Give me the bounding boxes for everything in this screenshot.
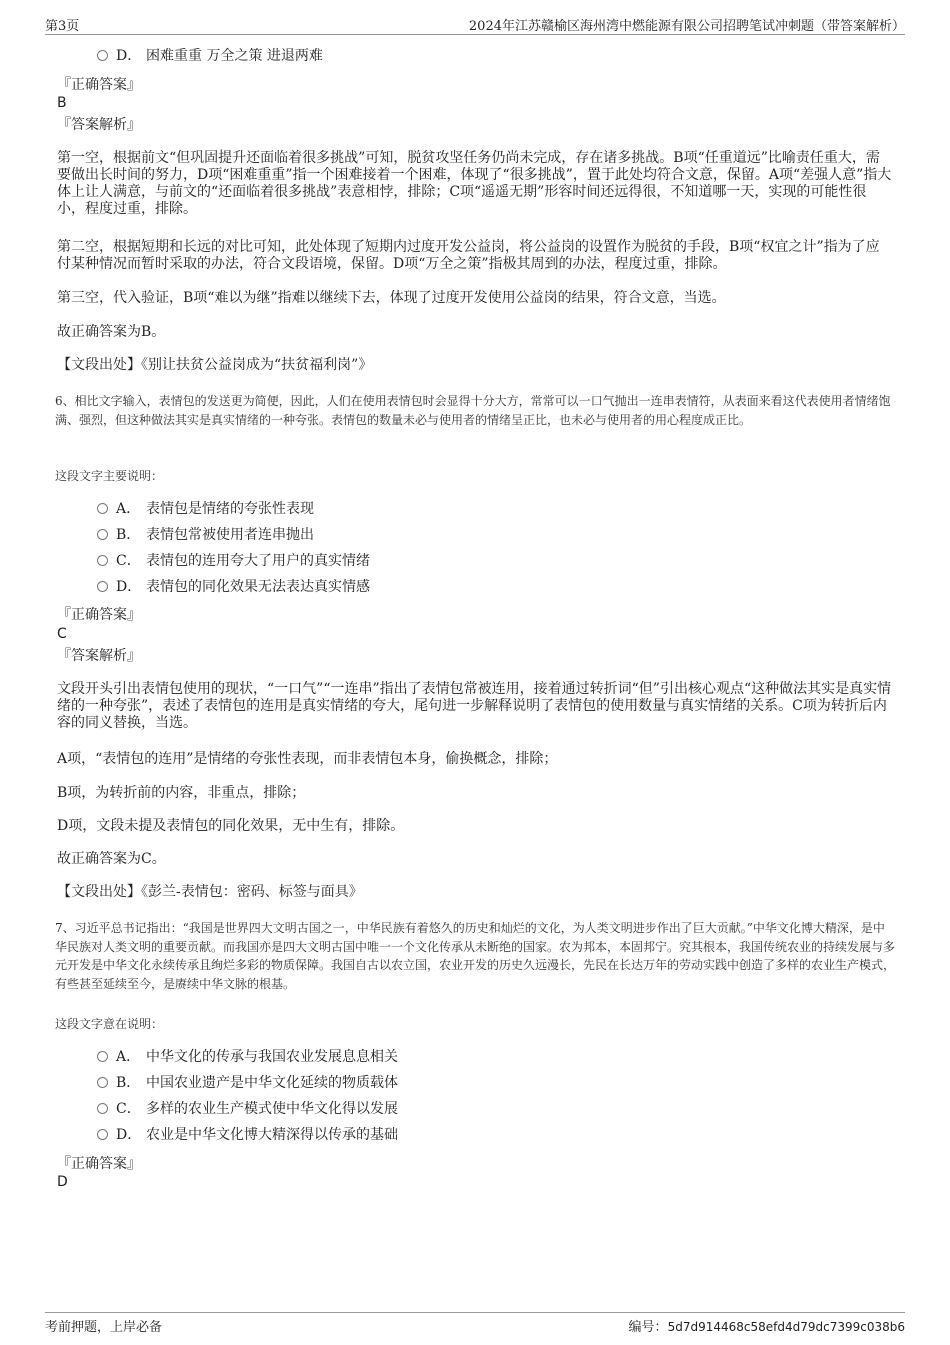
page-number: 第3页 — [45, 19, 80, 34]
q6-source: 【文段出处】《彭兰-表情包：密码、标签与面具》 — [57, 884, 363, 900]
q7-stem: 这段文字意在说明： — [55, 1017, 164, 1031]
radio-icon[interactable] — [97, 529, 108, 540]
q5-analysis-p2: 第二空，根据短期和长远的对比可知，此处体现了短期内过度开发公益岗，将公益岗的设置作为脱贫的手段，B项“权宜之计”指为了应付某种情况而暂时采取的办法，符合文段语境，保留。D项“万全之策”指极其周到的办法，程度过重，排除。 — [57, 239, 880, 272]
q7-text: 7、习近平总书记指出：“我国是世界四大文明古国之一，中华民族有着悠久的历史和灿烂的文化，为人类文明进步作出了巨大贡献。”中华文化博大精深，是中华民族对人类文明的重要贡献。而我国亦是四大文明古国中唯一一个文化传承从未断绝的国家。农为邦本，本固邦宁。究其根本，我国传统农业的持续发展与多元开发是中华文化永续传承且绚烂多彩的物质保障。我国自古以农立国，农业开发的历史久远漫长，先民在长达万年的劳动实践中创造了多样的农业生产模式，有些甚至延续至今，是赓续中华文脉的根基。 — [55, 921, 896, 991]
q6-text: 6、相比文字输入，表情包的发送更为简便，因此，人们在使用表情包时会显得十分大方，常常可以一口气抛出一连串表情符，从表面来看这代表使用者情绪饱满、强烈，但这种做法其实是真实情绪的一种夸张。表情包的数量未必与使用者的情绪呈正比，也未必与使用者的用心程度成正比。 — [55, 394, 891, 427]
q7-option-b[interactable]: B． 中国农业遗产是中华文化延续的物质载体 — [97, 1074, 398, 1092]
document-code: 编号：5d7d914468c58efd4d79dc7399c038b6 — [628, 1320, 905, 1335]
correct-answer-label: 『正确答案』 — [57, 607, 141, 623]
q6-option-b[interactable]: B． 表情包常被使用者连串抛出 — [97, 526, 314, 544]
radio-icon[interactable] — [97, 503, 108, 514]
q6-conclusion: 故正确答案为C。 — [57, 851, 166, 867]
q6-analysis-p4: D项，文段未提及表情包的同化效果，无中生有，排除。 — [57, 818, 405, 834]
page-footer — [45, 1312, 905, 1337]
q6-analysis-p2: A项，“表情包的连用”是情绪的夸张性表现，而非表情包本身，偷换概念，排除； — [57, 751, 558, 767]
q6-answer: C — [57, 626, 67, 642]
q6-option-c[interactable]: C． 表情包的连用夸大了用户的真实情绪 — [97, 552, 370, 570]
q6-stem: 这段文字主要说明： — [55, 469, 164, 483]
q6-option-a[interactable]: A． 表情包是情绪的夸张性表现 — [97, 500, 314, 518]
q5-source: 【文段出处】《别让扶贫公益岗成为“扶贫福利岗”》 — [57, 357, 373, 373]
q6-option-d[interactable]: D． 表情包的同化效果无法表达真实情感 — [97, 578, 370, 596]
analysis-label: 『答案解析』 — [57, 648, 141, 664]
radio-icon[interactable] — [97, 1077, 108, 1088]
analysis-label: 『答案解析』 — [57, 117, 141, 133]
page-header — [45, 12, 905, 35]
q6-analysis-p3: B项，为转折前的内容，非重点，排除； — [57, 785, 306, 801]
correct-answer-label: 『正确答案』 — [57, 77, 141, 93]
q5-analysis-p3: 第三空，代入验证，B项“难以为继”指难以继续下去，体现了过度开发使用公益岗的结果，符合文意，当选。 — [57, 290, 726, 306]
radio-icon[interactable] — [97, 1129, 108, 1140]
q7-option-a[interactable]: A． 中华文化的传承与我国农业发展息息相关 — [97, 1048, 398, 1066]
q5-answer: B — [57, 95, 67, 111]
radio-icon[interactable] — [97, 50, 108, 61]
footer-slogan: 考前押题，上岸必备 — [45, 1320, 163, 1335]
q7-option-d[interactable]: D． 农业是中华文化博大精深得以传承的基础 — [97, 1126, 398, 1144]
radio-icon[interactable] — [97, 555, 108, 566]
q7-answer: D — [57, 1174, 68, 1190]
document-title: 2024年江苏赣榆区海州湾中燃能源有限公司招聘笔试冲刺题（带答案解析） — [468, 19, 905, 34]
q5-option-d[interactable]: D． 困难重重 万全之策 进退两难 — [97, 47, 323, 65]
q5-conclusion: 故正确答案为B。 — [57, 324, 166, 340]
radio-icon[interactable] — [97, 1051, 108, 1062]
radio-icon[interactable] — [97, 1103, 108, 1114]
correct-answer-label: 『正确答案』 — [57, 1156, 141, 1172]
q6-analysis-p1: 文段开头引出表情包使用的现状，“一口气”“一连串”指出了表情包常被连用，接着通过转折词“但”引出核心观点“这种做法其实是真实情绪的一种夸张”，表述了表情包的连用是真实情绪的夸大，尾句进一步解释说明了表情包的使用数量与真实情绪的关系。C项为转折后内容的同义替换，当选。 — [57, 681, 892, 731]
radio-icon[interactable] — [97, 581, 108, 592]
q7-option-c[interactable]: C． 多样的农业生产模式使中华文化得以发展 — [97, 1100, 398, 1118]
q5-analysis-p1: 第一空，根据前文“但巩固提升还面临着很多挑战”可知，脱贫攻坚任务仍尚未完成，存在诸多挑战。B项“任重道远”比喻责任重大，需要做出长时间的努力，D项“困难重重”指一个困难接着一个困难，体现了“很多挑战”，置于此处均符合文意，保留。A项“差强人意”指大体上让人满意，与前文的“还面临着很多挑战”表意相悖，排除；C项“遥遥无期”形容时间还远得很，不知道哪一天，实现的可能性很小，程度过重，排除。 — [57, 150, 892, 217]
